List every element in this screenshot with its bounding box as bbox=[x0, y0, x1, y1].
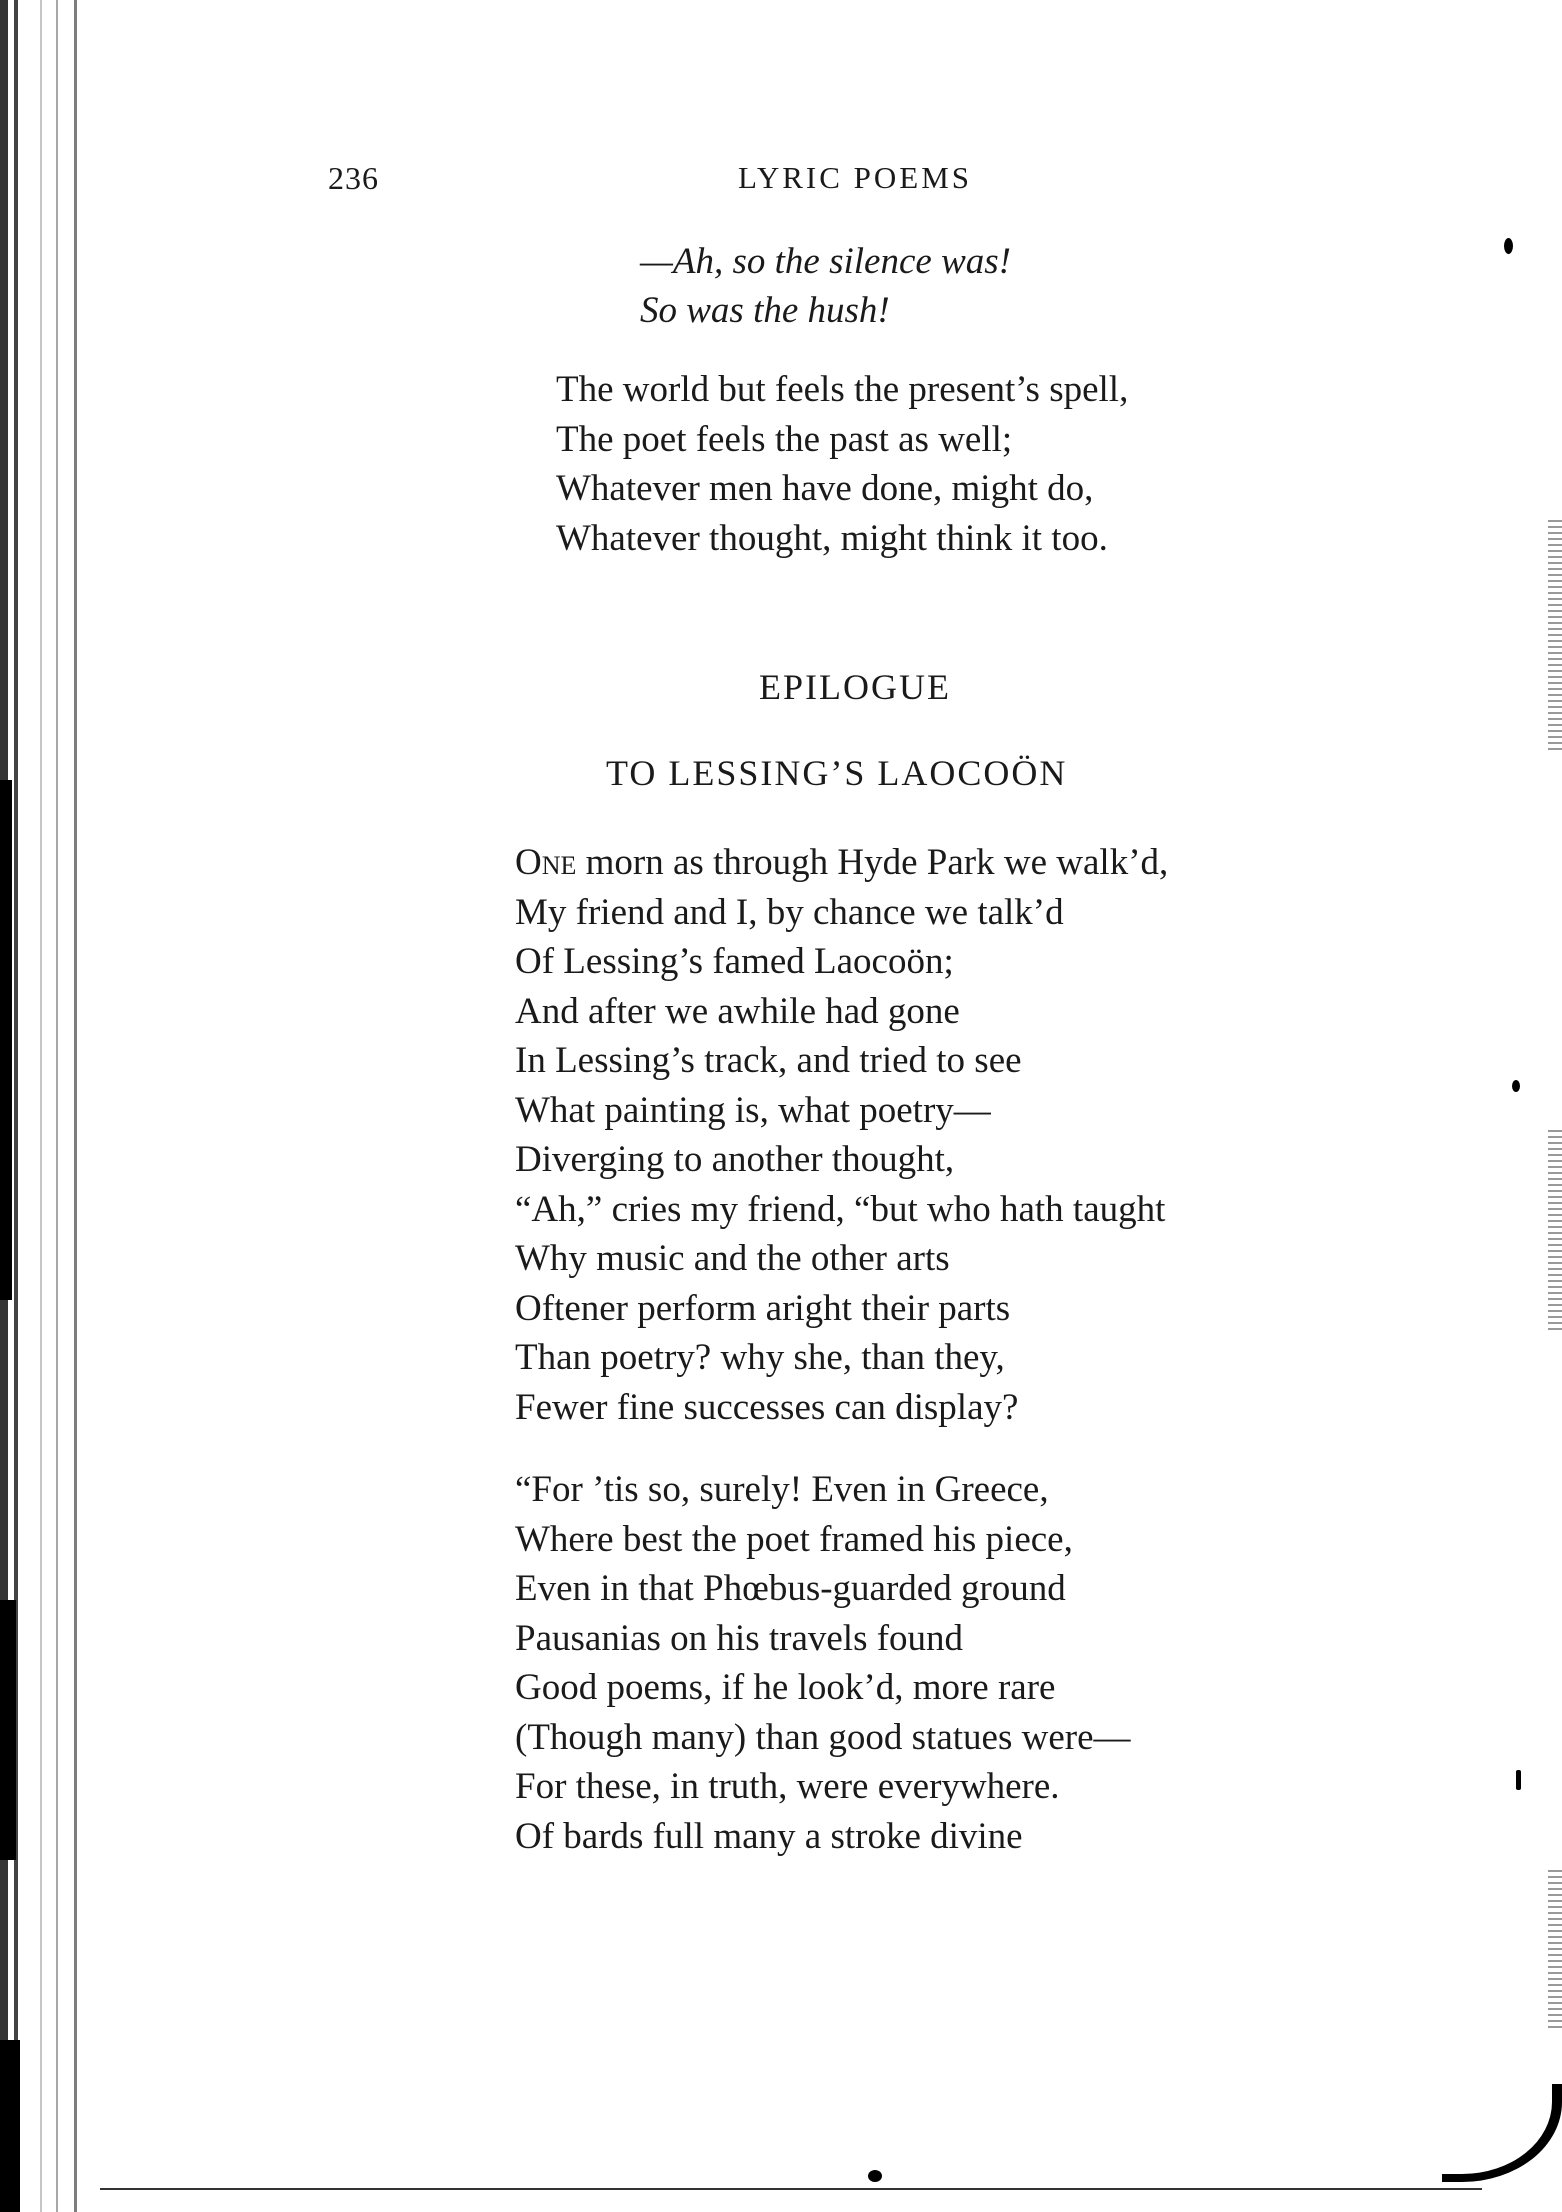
stanza-3 bbox=[515, 1465, 1131, 1861]
poem-line: Pausanias on his travels found bbox=[515, 1617, 964, 1659]
page-edge-shading bbox=[1548, 1870, 1562, 2030]
poem-line: “For ’tis so, surely! Even in Greece, bbox=[515, 1469, 1049, 1510]
poem-line: “Ah,” cries my friend, “but who hath taught bbox=[515, 1188, 1166, 1230]
poem-line: (Though many) than good statues were— bbox=[515, 1716, 1131, 1758]
page-bottom-edge bbox=[100, 2188, 1482, 2190]
page-curl bbox=[1442, 2084, 1562, 2182]
poem-line: Fewer fine successes can display? bbox=[515, 1386, 1019, 1428]
poem-line: Than poetry? why she, than they, bbox=[515, 1337, 1005, 1378]
poem-line: Of Lessing’s famed Laocoön; bbox=[515, 941, 954, 982]
binding-gutter bbox=[0, 0, 92, 2212]
poem-line: Whatever men have done, might do, bbox=[556, 468, 1094, 509]
gutter-shadow bbox=[0, 2040, 20, 2212]
poem-line: What painting is, what poetry— bbox=[515, 1089, 991, 1131]
stanza-2 bbox=[515, 838, 1168, 1432]
poem-line: —Ah, so the silence was! bbox=[640, 241, 1011, 282]
poem-line: My friend and I, by chance we talk’d bbox=[515, 891, 1064, 933]
poem-line: Where best the poet framed his piece, bbox=[515, 1518, 1073, 1560]
poem-line: So was the hush! bbox=[640, 290, 890, 331]
poem-line: The world but feels the present’s spell, bbox=[556, 369, 1129, 410]
poem-line: For these, in truth, were everywhere. bbox=[515, 1766, 1060, 1807]
line-remainder: morn as through Hyde Park we walk’d, bbox=[576, 842, 1169, 883]
gutter-shadow bbox=[0, 1600, 16, 1860]
poem-line: Oftener perform aright their parts bbox=[515, 1287, 1011, 1329]
poem-line: Whatever thought, might think it too. bbox=[556, 517, 1108, 559]
ink-speck bbox=[1504, 238, 1513, 254]
italic-stanza bbox=[640, 237, 1011, 335]
poem-line: The poet feels the past as well; bbox=[556, 418, 1013, 460]
poem-line: In Lessing’s track, and tried to see bbox=[515, 1040, 1022, 1081]
poem-title: EPILOGUE bbox=[759, 667, 951, 707]
poem-line: Diverging to another thought, bbox=[515, 1139, 955, 1180]
gutter-shadow bbox=[0, 780, 12, 1300]
ink-speck bbox=[1516, 1770, 1521, 1790]
poem-line: Even in that Phœbus-guarded ground bbox=[515, 1568, 1066, 1609]
stanza-1 bbox=[556, 365, 1128, 563]
poem-line: Why music and the other arts bbox=[515, 1238, 950, 1279]
ink-speck bbox=[868, 2170, 882, 2182]
poem-line: And after we awhile had gone bbox=[515, 990, 960, 1032]
running-head: LYRIC POEMS bbox=[738, 160, 973, 195]
drop-word: One bbox=[515, 842, 577, 883]
page-edge-shading bbox=[1548, 520, 1562, 750]
poem-line: Good poems, if he look’d, more rare bbox=[515, 1667, 1056, 1708]
ink-speck bbox=[1512, 1080, 1520, 1092]
poem-line: Of bards full many a stroke divine bbox=[515, 1815, 1023, 1857]
poem-line bbox=[515, 838, 1168, 888]
page-edge-shading bbox=[1548, 1130, 1562, 1330]
page-number: 236 bbox=[328, 160, 379, 196]
poem-subtitle: TO LESSING’S LAOCOÖN bbox=[606, 753, 1068, 793]
